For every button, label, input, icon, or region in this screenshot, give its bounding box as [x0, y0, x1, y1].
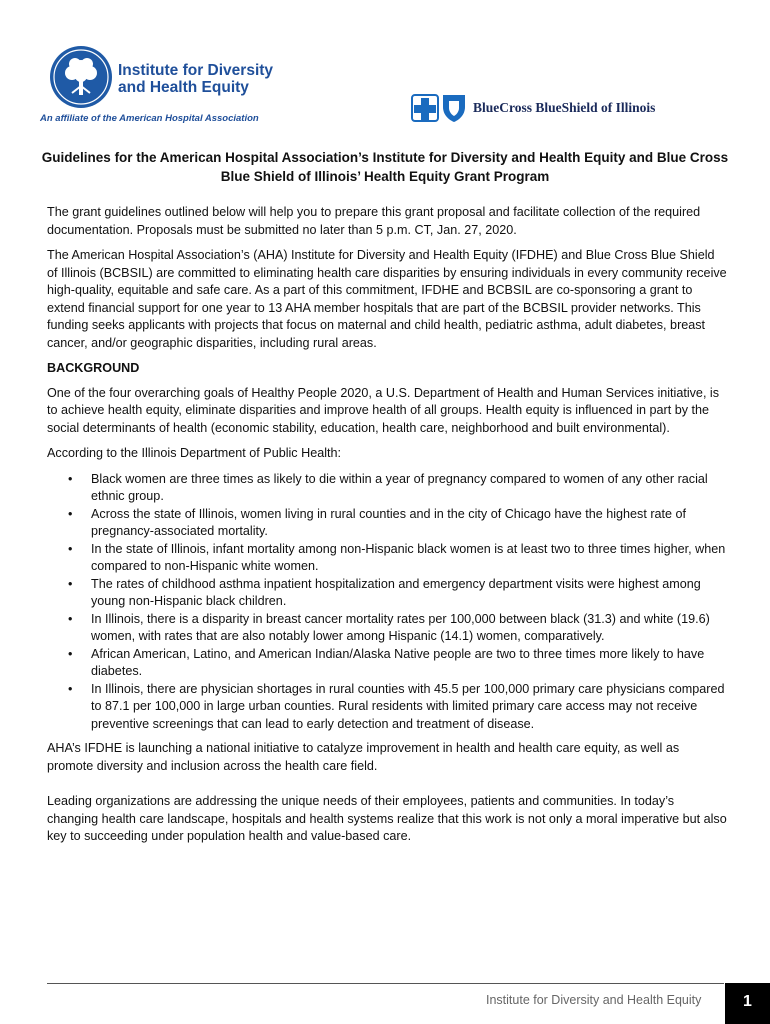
bullet-icon: •	[68, 611, 73, 626]
ifdhe-logo-name: Institute for Diversity and Health Equity	[118, 62, 274, 96]
list-item-text: African American, Latino, and American Indian/Alaska Native people are two to three times more likely to have diabetes.	[91, 646, 705, 678]
bullet-icon: •	[68, 541, 73, 556]
list-item	[47, 611, 727, 646]
footer-text: Institute for Diversity and Health Equity	[486, 993, 702, 1007]
bullet-icon: •	[68, 506, 73, 521]
background-paragraph: One of the four overarching goals of Healthy People 2020, a U.S. Department of Health and Human Services initiative, is to achieve health equity, eliminate disparities and improve health of all groups. Health equity is influenced in part by the social determinants of health (economic stability, education, health care, neighborhood and built environmental).	[47, 385, 720, 435]
bullet-icon: •	[68, 646, 73, 661]
page-number-box	[725, 983, 770, 1024]
statistics-list	[47, 471, 727, 734]
list-item	[47, 646, 727, 681]
bcbs-logo	[410, 89, 690, 125]
list-item-text: In Illinois, there are physician shortages in rural counties with 45.5 per 100,000 primary care physicians compared to 87.1 per 100,000 in large urban counties. Rural residents with limited primary care access may not receive preventive screenings that can lead to early detection and treatment of disease.	[91, 681, 725, 731]
intro-paragraph: The grant guidelines outlined below will help you to prepare this grant proposal and facilitate collection of the required documentation. Proposals must be submitted no later than 5 p.m. CT, Jan. 27, 2020.	[47, 205, 701, 237]
list-item-text: Black women are three times as likely to die within a year of pregnancy compared to women of any other racial ethnic group.	[91, 471, 708, 503]
blue-shield-icon	[443, 95, 465, 122]
document-title: Guidelines for the American Hospital Association’s Institute for Diversity and Health Equity and Blue Cross Blue Shield of Illinois’ Health Equity Grant Program	[41, 150, 729, 184]
list-item	[47, 471, 727, 506]
tree-logo-icon	[50, 46, 112, 108]
list-intro: According to the Illinois Department of Public Health:	[47, 446, 342, 460]
intro-paragraph: The American Hospital Association’s (AHA) Institute for Diversity and Health Equity (IFDHE) and Blue Cross Blue Shield of Illinois (BCBSIL) are committed to eliminating health care disparities by ensuring individuals in every community receive high-quality, equitable and safe care. As a part of this commitment, IFDHE and BCBSIL are co-sponsoring a grant to extend financial support for one year to 13 AHA member hospitals that are part of the BCBSIL provider networks. This funding seeks applicants with projects that focus on maternal and child health, pediatric asthma, adult diabetes, breast cancer, and/or geographic disparities, including rural areas.	[47, 248, 727, 350]
blue-cross-icon	[412, 95, 438, 121]
list-item	[47, 506, 727, 541]
bcbs-logo-name: BlueCross BlueShield of Illinois	[473, 100, 656, 115]
list-item	[47, 681, 727, 734]
footer-divider	[47, 983, 724, 984]
document-body	[47, 204, 727, 854]
list-item-text: The rates of childhood asthma inpatient hospitalization and emergency department visits were highest among young non-Hispanic black children.	[91, 576, 701, 608]
page-number: 1	[743, 993, 752, 1010]
section-heading-background: BACKGROUND	[47, 361, 140, 375]
closing-paragraph: Leading organizations are addressing the unique needs of their employees, patients and communities. In today’s changing health care landscape, hospitals and health systems realize that this work is not only a moral imperative but also key to succeeding under population health and value-based care.	[47, 794, 727, 843]
bullet-icon: •	[68, 576, 73, 591]
list-item-text: In the state of Illinois, infant mortality among non-Hispanic black women is at least two to three times higher, when compared to non-Hispanic white women.	[91, 541, 726, 573]
list-item	[47, 576, 727, 611]
ifdhe-affiliate-tagline: An affiliate of the American Hospital Association	[40, 113, 259, 124]
bullet-icon: •	[68, 681, 73, 696]
bullet-icon: •	[68, 471, 73, 486]
closing-paragraph: AHA’s IFDHE is launching a national initiative to catalyze improvement in health and health care equity, as well as promote diversity and inclusion across the health care field.	[47, 741, 680, 773]
list-item	[47, 541, 727, 576]
ifdhe-logo	[40, 46, 290, 126]
list-item-text: Across the state of Illinois, women living in rural counties and in the city of Chicago have the highest rate of pregnancy-associated mortality.	[91, 506, 687, 538]
list-item-text: In Illinois, there is a disparity in breast cancer mortality rates per 100,000 between black (31.3) and white (19.6) women, with rates that are also notably lower among Hispanic (14.1) women, comparatively.	[91, 611, 710, 643]
